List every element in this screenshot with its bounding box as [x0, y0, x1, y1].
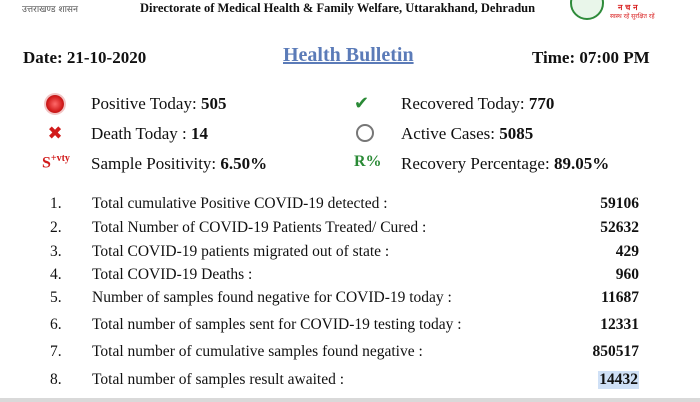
recovered-today-label: Recovered Today:: [401, 94, 525, 113]
bottom-divider: [0, 398, 700, 402]
bulletin-date: Date: 21-10-2020: [23, 48, 147, 67]
death-today-value: 14: [191, 124, 208, 143]
active-cases-value: 5085: [499, 124, 534, 143]
header-bar: [0, 0, 700, 20]
active-cases-icon: [352, 123, 380, 145]
row-number: 8.: [50, 371, 62, 388]
row-value: 12331: [600, 316, 639, 333]
directorate-title: Directorate of Medical Health & Family Welfare, Uttarakhand, Dehradun: [140, 1, 536, 15]
row-number: 7.: [50, 343, 62, 360]
table-row: [0, 243, 700, 267]
table-row: [0, 219, 700, 243]
recovered-today-value: 770: [528, 94, 555, 113]
table-row: [0, 289, 700, 313]
table-row: [0, 343, 700, 367]
row-value: 960: [615, 266, 639, 283]
health-logo: [600, 0, 700, 22]
sample-positivity-value: 6.50%: [220, 154, 268, 173]
recovery-icon: R%: [354, 153, 382, 170]
row-description: Total number of cumulative samples found negative :: [92, 343, 423, 360]
check-icon: ✔: [354, 93, 370, 114]
row-number: 3.: [50, 243, 62, 260]
row-value: 52632: [600, 219, 639, 236]
active-cases-label: Active Cases:: [401, 124, 495, 143]
table-row: [0, 316, 700, 340]
state-logo-text: उत्तराखण्ड शासन: [22, 5, 79, 15]
positive-today-label: Positive Today:: [91, 94, 197, 113]
row-description: Total Number of COVID-19 Patients Treated/ Cured :: [92, 219, 427, 236]
row-value: 429: [615, 243, 639, 260]
row-value: 11687: [601, 289, 639, 306]
health-logo-subtext: स्वस्थ रहें सुरक्षित रहें: [610, 13, 655, 20]
row-value: 850517: [592, 343, 639, 360]
table-row: [0, 195, 700, 219]
sample-positivity-label: Sample Positivity:: [91, 154, 217, 173]
positivity-icon: $S^{+vty}$: [42, 153, 70, 172]
row-number: 6.: [50, 316, 62, 333]
row-number: 2.: [50, 219, 62, 236]
table-row: [0, 266, 700, 290]
row-number: 5.: [50, 289, 62, 306]
row-value-highlighted[interactable]: 14432: [599, 371, 638, 388]
virus-icon: [42, 93, 70, 115]
table-row: [0, 371, 700, 395]
virus-cross-icon: ✖: [47, 123, 63, 144]
row-number: 1.: [50, 195, 62, 212]
row-description: Total COVID-19 patients migrated out of state :: [92, 243, 390, 260]
death-today-label: Death Today :: [91, 124, 187, 143]
row-number: 4.: [50, 266, 62, 283]
positive-today-value: 505: [200, 94, 227, 113]
row-value: 59106: [600, 195, 639, 212]
row-description: Total COVID-19 Deaths :: [92, 266, 253, 283]
row-description: Total cumulative Positive COVID-19 detected :: [92, 195, 388, 212]
row-description: Total number of samples sent for COVID-19 testing today :: [92, 316, 462, 333]
row-description: Total number of samples result awaited :: [92, 371, 345, 388]
recovery-percentage-label: Recovery Percentage:: [401, 154, 550, 173]
row-description: Number of samples found negative for COVID-19 today :: [92, 289, 452, 306]
globe-icon: [570, 0, 604, 20]
recovery-percentage-value: 89.05%: [553, 154, 610, 173]
bulletin-title: Health Bulletin: [283, 44, 414, 66]
health-logo-text: न च न: [618, 3, 638, 12]
bulletin-time: Time: 07:00 PM: [532, 48, 650, 67]
